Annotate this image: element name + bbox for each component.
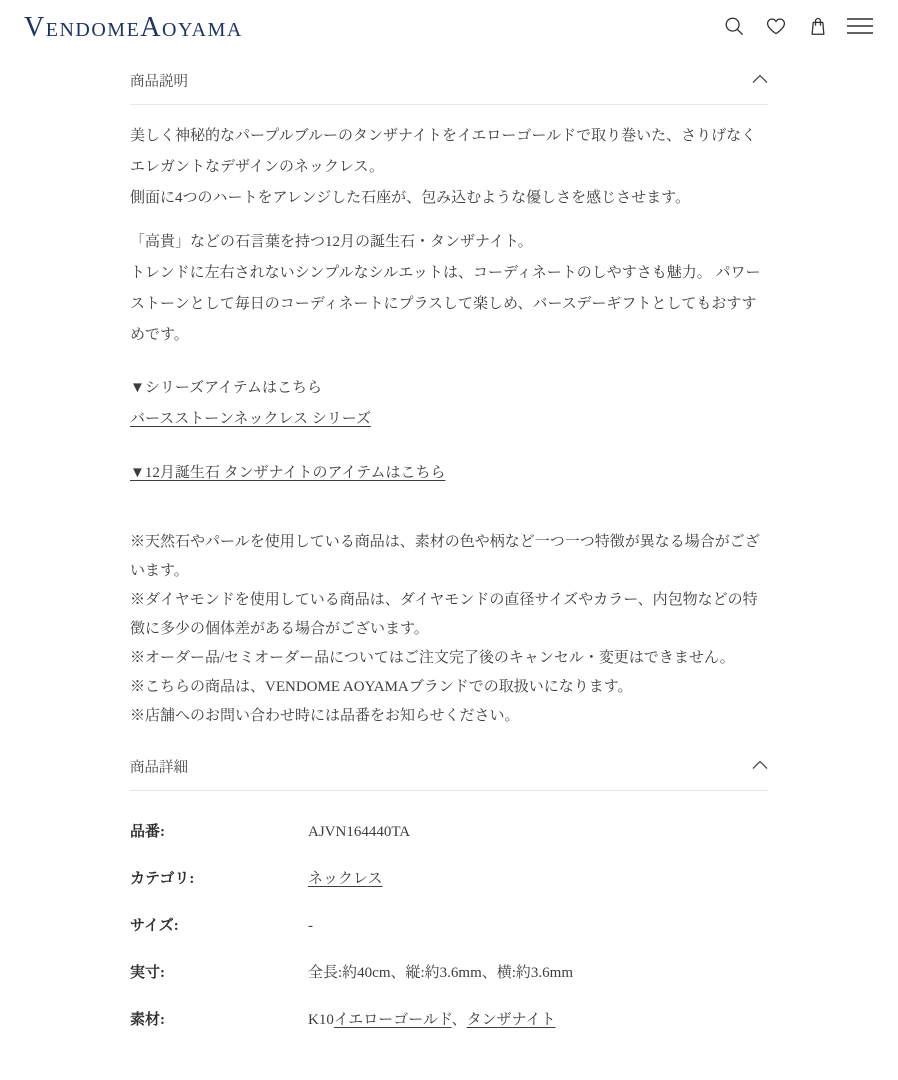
detail-row-item-number [130, 821, 768, 844]
series-heading: ▼シリーズアイテムはこちら [130, 380, 322, 396]
material-link-yellow-gold[interactable]: イエローゴールド [333, 1012, 452, 1028]
detail-label: 実寸: [130, 965, 165, 981]
material-prefix: K10 [308, 1012, 334, 1028]
material-separator: 、 [451, 1012, 467, 1028]
chevron-up-icon [752, 72, 768, 89]
note-order-items: ※オーダー品/セミオーダー品についてはご注文完了後のキャンセル・変更はできません。 [130, 650, 735, 666]
material-value [308, 1009, 556, 1032]
search-icon [723, 15, 745, 40]
wishlist-button[interactable] [764, 16, 788, 40]
description-section-title: 商品説明 [130, 74, 188, 90]
note-natural-stone: ※天然石やパールを使用している商品は、素材の色や柄など一つ一つ特徴が異なる場合がございます。 [130, 534, 760, 579]
detail-label: サイズ: [130, 918, 179, 934]
detail-label: 素材: [130, 1012, 165, 1028]
product-info-panel [130, 57, 768, 1032]
chevron-up-icon [752, 758, 768, 775]
description-paragraph [130, 121, 768, 214]
hamburger-menu-icon [847, 16, 873, 39]
logo-word-aoyama: AOYAMA [140, 11, 243, 43]
size-value: - [308, 918, 313, 934]
detail-label: 品番: [130, 824, 165, 840]
series-link[interactable]: バースストーンネックレス シリーズ [130, 411, 372, 427]
material-link-tanzanite[interactable]: タンザナイト [466, 1012, 556, 1028]
details-section-toggle[interactable] [130, 743, 768, 791]
category-link[interactable]: ネックレス [308, 871, 383, 887]
note-store-inquiry: ※店舗へのお問い合わせ時には品番をお知らせください。 [130, 708, 520, 724]
description-section-toggle[interactable] [130, 57, 768, 105]
detail-row-material [130, 1009, 768, 1032]
description-line: 美しく神秘的なパープルブルーのタンザナイトをイエローゴールドで取り巻いた、さりげなくエレガントなデザインのネックレス。 [130, 128, 757, 175]
note-brand: ※こちらの商品は、VENDOME AOYAMAブランドでの取扱いになります。 [130, 679, 633, 695]
shopping-bag-icon [807, 15, 829, 40]
heart-icon [765, 15, 787, 40]
description-line: 側面に4つのハートをアレンジした石座が、包み込むような優しさを感じさせます。 [130, 190, 690, 206]
birthstone-block [130, 458, 768, 489]
detail-row-dimensions [130, 962, 768, 985]
series-block [130, 373, 768, 435]
description-section-body [130, 105, 768, 743]
dimensions-value: 全長:約40cm、縦:約3.6mm、横:約3.6mm [308, 965, 573, 981]
cart-button[interactable] [806, 16, 830, 40]
details-section-title: 商品詳細 [130, 760, 188, 776]
detail-row-size [130, 915, 768, 938]
header-icons [722, 16, 872, 40]
site-header [0, 0, 898, 55]
description-line: 「高貴」などの石言葉を持つ12月の誕生石・タンザナイト。 [130, 234, 533, 250]
details-section-body [130, 791, 768, 1032]
detail-row-category [130, 868, 768, 891]
description-line: トレンドに左右されないシンプルなシルエットは、コーディネートのしやすさも魅力。 パワーストーンとして毎日のコーディネートにプラスして楽しめ、バースデーギフトとしてもおすすめです。 [130, 265, 761, 343]
item-number-value: AJVN164440TA [308, 824, 411, 840]
search-button[interactable] [722, 16, 746, 40]
brand-logo[interactable] [24, 12, 243, 44]
logo-word-vendome: VENDOME [24, 11, 141, 43]
menu-button[interactable] [848, 16, 872, 40]
birthstone-items-link[interactable]: ▼12月誕生石 タンザナイトのアイテムはこちら [130, 465, 446, 481]
detail-label: カテゴリ: [130, 871, 195, 887]
description-paragraph [130, 227, 768, 351]
note-diamond: ※ダイヤモンドを使用している商品は、ダイヤモンドの直径サイズやカラー、内包物などの特徴に多少の個体差がある場合がございます。 [130, 592, 758, 637]
